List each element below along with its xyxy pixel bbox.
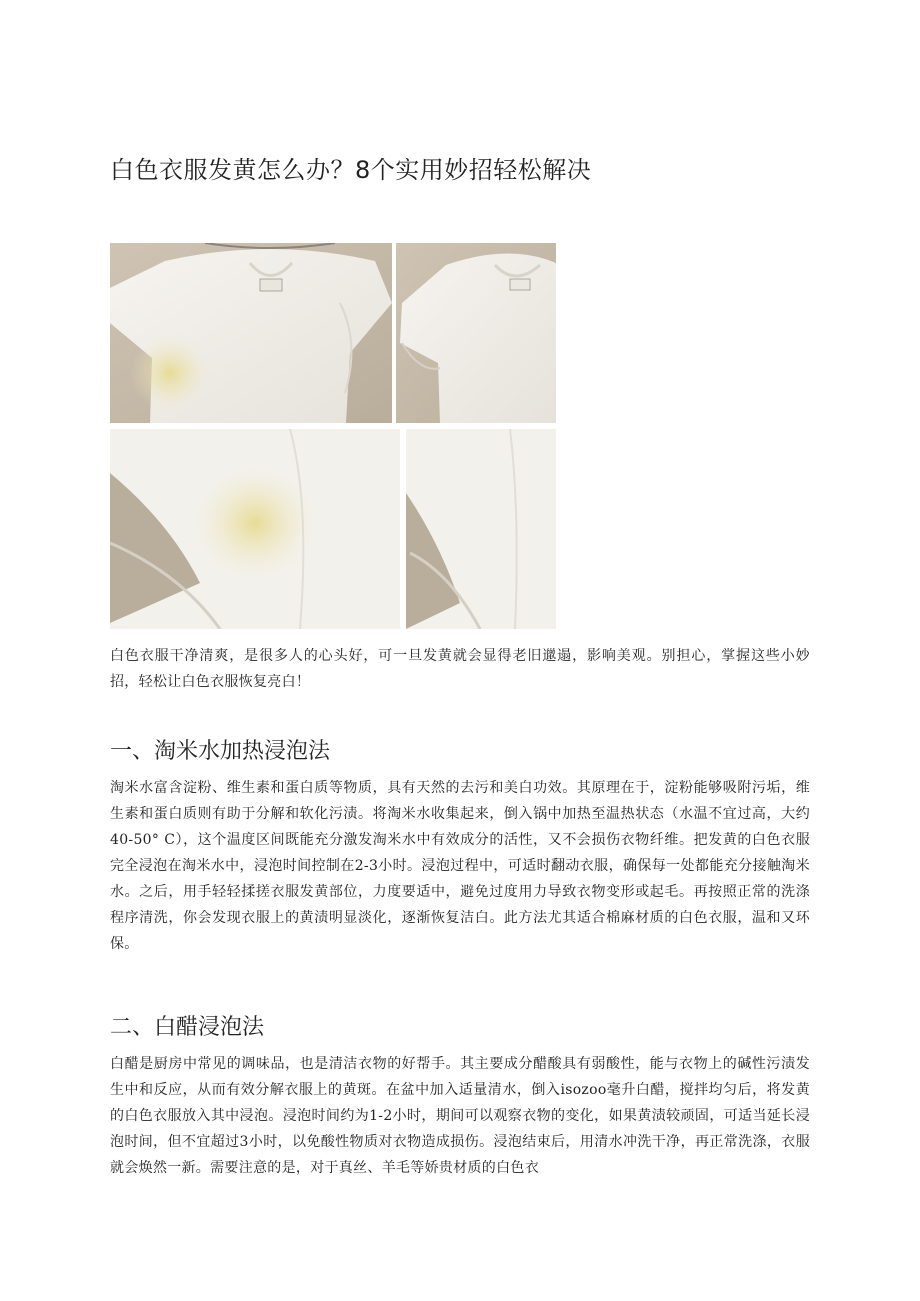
article-title: 白色衣服发黄怎么办？8个实用妙招轻松解决 (110, 156, 592, 184)
photo-underarm-stained-closeup (110, 429, 400, 629)
photo-shirt-stained (110, 243, 392, 423)
section-body-white-vinegar: 白醋是厨房中常见的调味品，也是清洁衣物的好帮手。其主要成分醋酸具有弱酸性，能与衣物上的碱性污渍发生中和反应，从而有效分解衣服上的黄斑。在盆中加入适量清水，倒入isozoo毫升白醋，搅拌均匀后，将发黄的白色衣服放入其中浸泡。浸泡时间约为1-2小时，期间可以观察衣物的变化，如果黄渍较顽固，可适当延长浸泡时间，但不宜超过3小时，以免酸性物质对衣物造成损伤。浸泡结束后，用清水冲洗干净，再正常洗涤，衣服就会焕然一新。需要注意的是，对于真丝、羊毛等娇贵材质的白色衣 (110, 1056, 810, 1176)
section-body-rice-water: 淘米水富含淀粉、维生素和蛋白质等物质，具有天然的去污和美白功效。其原理在于，淀粉能够吸附污垢，维生素和蛋白质则有助于分解和软化污渍。将淘米水收集起来，倒入锅中加热至温热状态（水温不宜过高，大约40-50° C），这个温度区间既能充分激发淘米水中有效成分的活性，又不会损伤衣物纤维。把发黄的白色衣服完全浸泡在淘米水中，浸泡时间控制在2-3小时。浸泡过程中，可适时翻动衣服，确保每一处都能充分接触淘米水。之后，用手轻轻揉搓衣服发黄部位，力度要适中，避免过度用力导致衣物变形或起毛。再按照正常的洗涤程序清洗，你会发现衣服上的黄渍明显淡化，逐渐恢复洁白。此方法尤其适合棉麻材质的白色衣服，温和又环保。 (110, 780, 810, 952)
tshirt-photo-collage (110, 243, 556, 629)
photo-underarm-clean-closeup (406, 429, 556, 629)
section-heading-rice-water: 一、淘米水加热浸泡法 (110, 739, 331, 764)
intro-paragraph: 白色衣服干净清爽，是很多人的心头好，可一旦发黄就会显得老旧邋遢，影响美观。别担心，掌握这些小妙招，轻松让白色衣服恢复亮白！ (110, 648, 810, 690)
section-heading-white-vinegar: 二、白醋浸泡法 (110, 1015, 265, 1040)
photo-shirt-clean (396, 243, 556, 423)
